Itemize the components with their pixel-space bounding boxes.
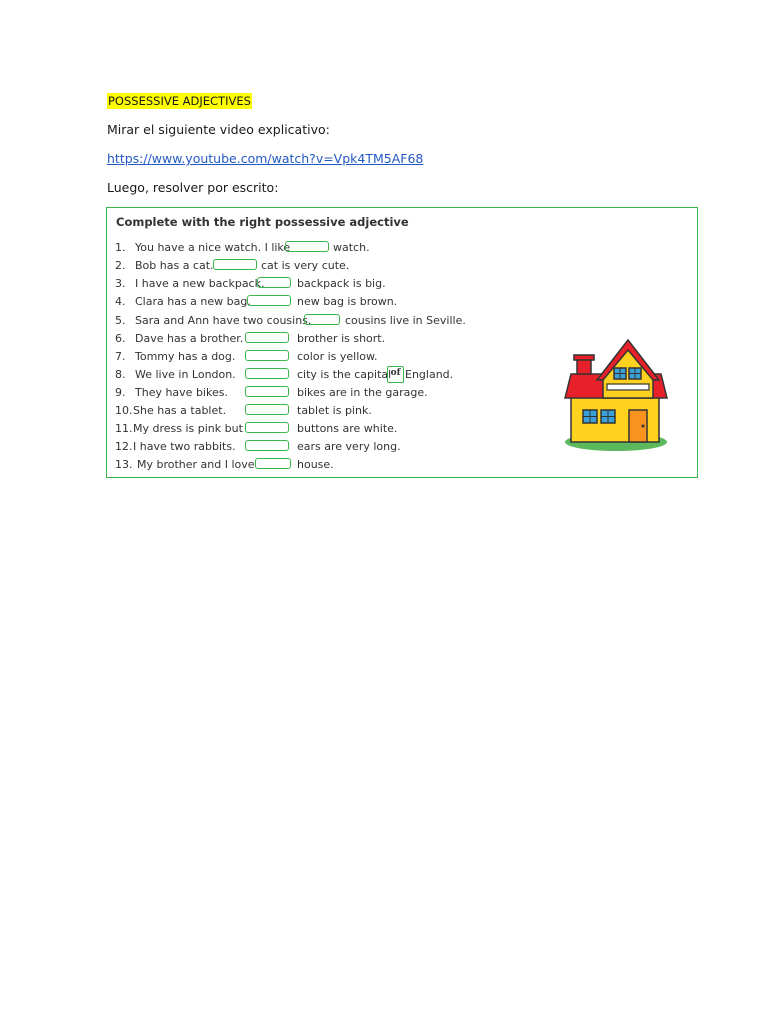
item-sentence: Dave has a brother. [135, 332, 244, 345]
item-sentence: Sara and Ann have two cousins. [135, 314, 312, 327]
answer-blank[interactable] [247, 295, 291, 306]
answer-blank[interactable] [245, 404, 289, 415]
item-sentence: My brother and I love [137, 458, 255, 471]
answer-blank[interactable] [285, 241, 329, 252]
item-continuation: ears are very long. [297, 440, 401, 453]
item-sentence: She has a tablet. [133, 404, 227, 417]
item-sentence: My dress is pink but [133, 422, 243, 435]
exercise-item [107, 402, 557, 420]
exercise-item [107, 312, 557, 330]
item-continuation: cousins live in Seville. [345, 314, 466, 327]
item-continuation: new bag is brown. [297, 295, 398, 308]
item-sentence: I have two rabbits. [133, 440, 236, 453]
item-continuation: bikes are in the garage. [297, 386, 428, 399]
item-number: 7. [115, 350, 126, 363]
answer-blank[interactable] [304, 314, 340, 325]
answer-blank[interactable] [245, 368, 289, 379]
item-sentence: Tommy has a dog. [135, 350, 236, 363]
item-sentence: Clara has a new bag. [135, 295, 251, 308]
item-sentence: We live in London. [135, 368, 236, 381]
page-title: POSSESSIVE ADJECTIVES [108, 94, 251, 108]
exercise-heading: Complete with the right possessive adjective [116, 215, 409, 229]
item-number: 4. [115, 295, 126, 308]
item-number: 13. [115, 458, 133, 471]
answer-blank[interactable] [257, 277, 291, 288]
exercise-item [107, 348, 557, 366]
item-sentence: Bob has a cat. [135, 259, 214, 272]
item-continuation: buttons are white. [297, 422, 398, 435]
exercise-item [107, 420, 557, 438]
item-sentence: You have a nice watch. I like [135, 241, 291, 254]
item-number: 3. [115, 277, 126, 290]
video-link[interactable]: https://www.youtube.com/watch?v=Vpk4TM5AF68 [107, 151, 424, 166]
item-continuation: house. [297, 458, 334, 471]
exercise-item [107, 330, 557, 348]
answer-blank[interactable] [213, 259, 257, 270]
exercise-item [107, 239, 557, 257]
exercise-item [107, 275, 557, 293]
item-sentence: I have a new backpack. [135, 277, 265, 290]
exercise-item [107, 438, 557, 456]
item-continuation: city is the capital [297, 368, 392, 381]
item-number: 11. [115, 422, 133, 435]
item-number: 8. [115, 368, 126, 381]
item-number: 6. [115, 332, 126, 345]
item-continuation-end: England. [405, 368, 454, 381]
house-icon [563, 338, 669, 454]
answer-blank[interactable] [255, 458, 291, 469]
exercise-item [107, 293, 557, 311]
item-number: 10. [115, 404, 133, 417]
exercise-item [107, 384, 557, 402]
item-continuation: color is yellow. [297, 350, 378, 363]
chimney-cap [574, 355, 594, 360]
exercise-item [107, 257, 557, 275]
answer-blank[interactable] [245, 422, 289, 433]
item-continuation: cat is very cute. [261, 259, 350, 272]
item-continuation: watch. [333, 241, 370, 254]
instruction-video: Mirar el siguiente video explicativo: [107, 122, 330, 137]
item-continuation: tablet is pink. [297, 404, 372, 417]
answer-blank[interactable] [245, 440, 289, 451]
item-number: 1. [115, 241, 126, 254]
balcony-rail [607, 384, 649, 390]
instruction-solve: Luego, resolver por escrito: [107, 180, 279, 195]
item-number: 5. [115, 314, 126, 327]
item-continuation: brother is short. [297, 332, 386, 345]
answer-blank[interactable] [245, 386, 289, 397]
item-number: 12. [115, 440, 133, 453]
item-number: 2. [115, 259, 126, 272]
answer-blank[interactable] [245, 350, 289, 361]
exercise-item [107, 456, 557, 474]
door-knob [642, 425, 645, 428]
exercise-box [106, 207, 698, 478]
example-answer-box: of [387, 366, 404, 383]
item-continuation: backpack is big. [297, 277, 386, 290]
item-sentence: They have bikes. [135, 386, 228, 399]
exercise-item [107, 366, 557, 384]
item-number: 9. [115, 386, 126, 399]
answer-blank[interactable] [245, 332, 289, 343]
